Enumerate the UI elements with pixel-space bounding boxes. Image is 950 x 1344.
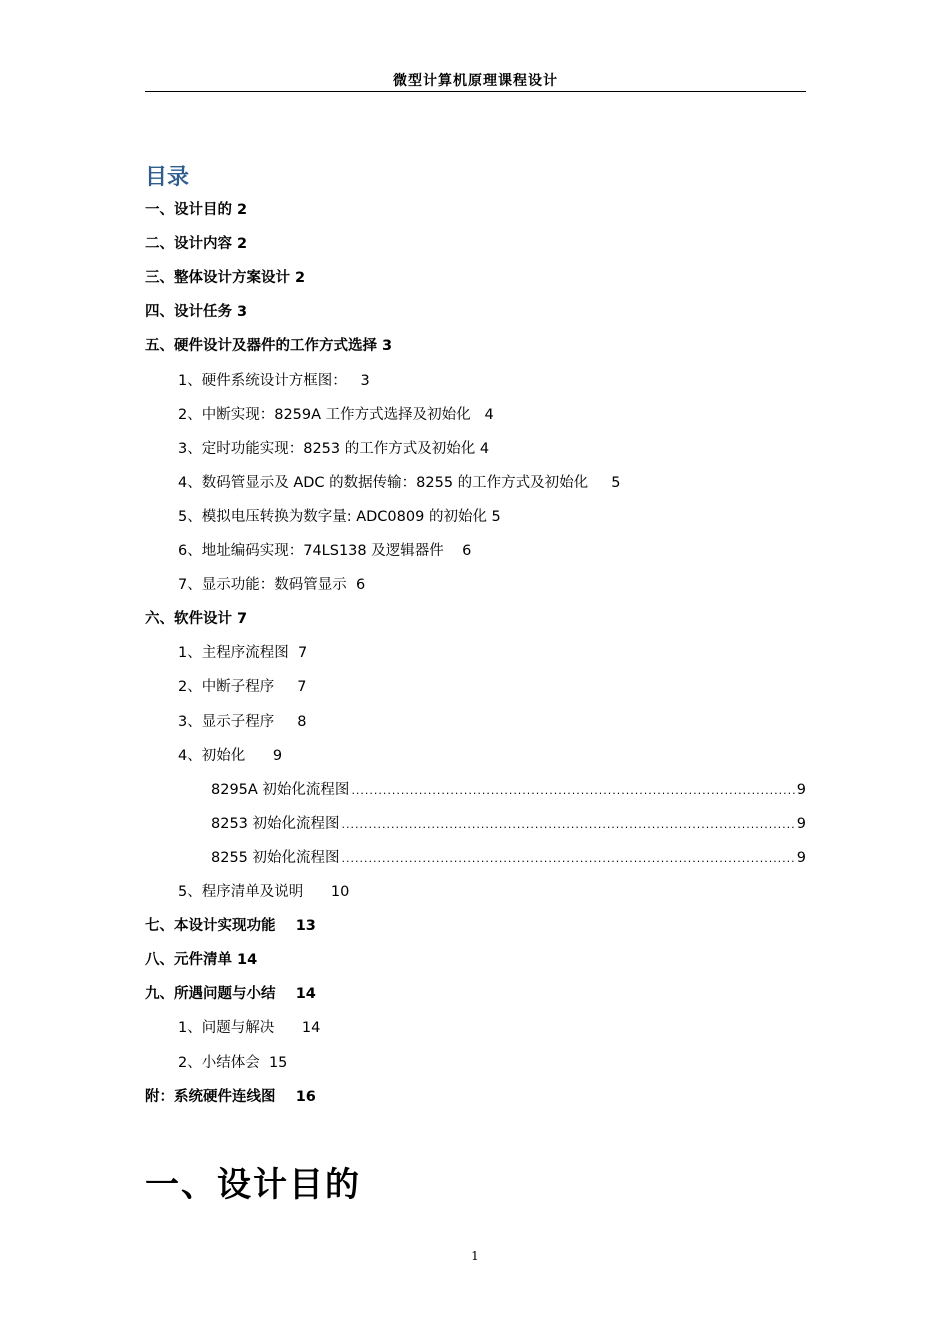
toc-entry[interactable]: 4、数码管显示及 ADC 的数据传输：8255 的工作方式及初始化 5 — [178, 474, 621, 491]
toc-entry[interactable] — [211, 848, 806, 869]
toc-entry-label: 8253 初始化流程图 — [211, 815, 340, 832]
toc-dot-leader — [342, 849, 795, 869]
toc-entry[interactable]: 2、小结体会 15 — [178, 1054, 288, 1071]
toc-entry[interactable]: 四、设计任务 3 — [145, 304, 248, 321]
toc-entry[interactable]: 二、设计内容 2 — [145, 236, 248, 253]
toc-entry[interactable]: 1、硬件系统设计方框图： 3 — [178, 372, 370, 389]
toc-entry[interactable]: 八、元件清单 14 — [145, 952, 258, 969]
toc-entry[interactable]: 六、软件设计 7 — [145, 611, 248, 628]
toc-entry[interactable] — [211, 780, 806, 801]
toc-entry-page: 9 — [796, 849, 806, 866]
toc-entry[interactable]: 7、显示功能：数码管显示 6 — [178, 577, 366, 594]
running-header-title: 微型计算机原理课程设计 — [393, 73, 558, 89]
toc-entry[interactable]: 附：系统硬件连线图 16 — [145, 1088, 316, 1105]
toc-entry[interactable]: 1、问题与解决 14 — [178, 1020, 321, 1037]
toc-entry-label: 8255 初始化流程图 — [211, 849, 340, 866]
section-heading: 一、设计目的 — [145, 1165, 361, 1205]
toc-entry[interactable]: 2、中断子程序 7 — [178, 679, 307, 696]
toc-entry-label: 8295A 初始化流程图 — [211, 781, 350, 798]
toc-entry-page: 9 — [796, 815, 806, 832]
toc-entry[interactable]: 5、模拟电压转换为数字量: ADC0809 的初始化 5 — [178, 508, 501, 525]
toc-dot-leader — [342, 815, 795, 835]
toc-entry[interactable]: 1、主程序流程图 7 — [178, 645, 308, 662]
toc-entry[interactable]: 3、定时功能实现：8253 的工作方式及初始化 4 — [178, 440, 490, 457]
toc-dot-leader — [351, 781, 794, 801]
toc-heading: 目录 — [145, 165, 190, 190]
toc-entry[interactable]: 三、整体设计方案设计 2 — [145, 270, 306, 287]
header-divider — [145, 91, 806, 92]
toc-entry[interactable]: 五、硬件设计及器件的工作方式选择 3 — [145, 338, 393, 355]
toc-entry[interactable]: 一、设计目的 2 — [145, 202, 248, 218]
toc-entry[interactable]: 七、本设计实现功能 13 — [145, 918, 316, 935]
toc-entry[interactable] — [211, 814, 806, 835]
toc-entry[interactable]: 2、中断实现：8259A 工作方式选择及初始化 4 — [178, 406, 494, 423]
toc-entry[interactable]: 4、初始化 9 — [178, 747, 283, 764]
toc-entry[interactable]: 5、程序清单及说明 10 — [178, 884, 350, 900]
page-number: 1 — [471, 1249, 479, 1263]
toc-entry[interactable]: 3、显示子程序 8 — [178, 713, 307, 730]
toc-entry-page: 9 — [796, 781, 806, 798]
toc-entry[interactable]: 九、所遇问题与小结 14 — [145, 986, 316, 1003]
toc-entry[interactable]: 6、地址编码实现：74LS138 及逻辑器件 6 — [178, 543, 472, 559]
